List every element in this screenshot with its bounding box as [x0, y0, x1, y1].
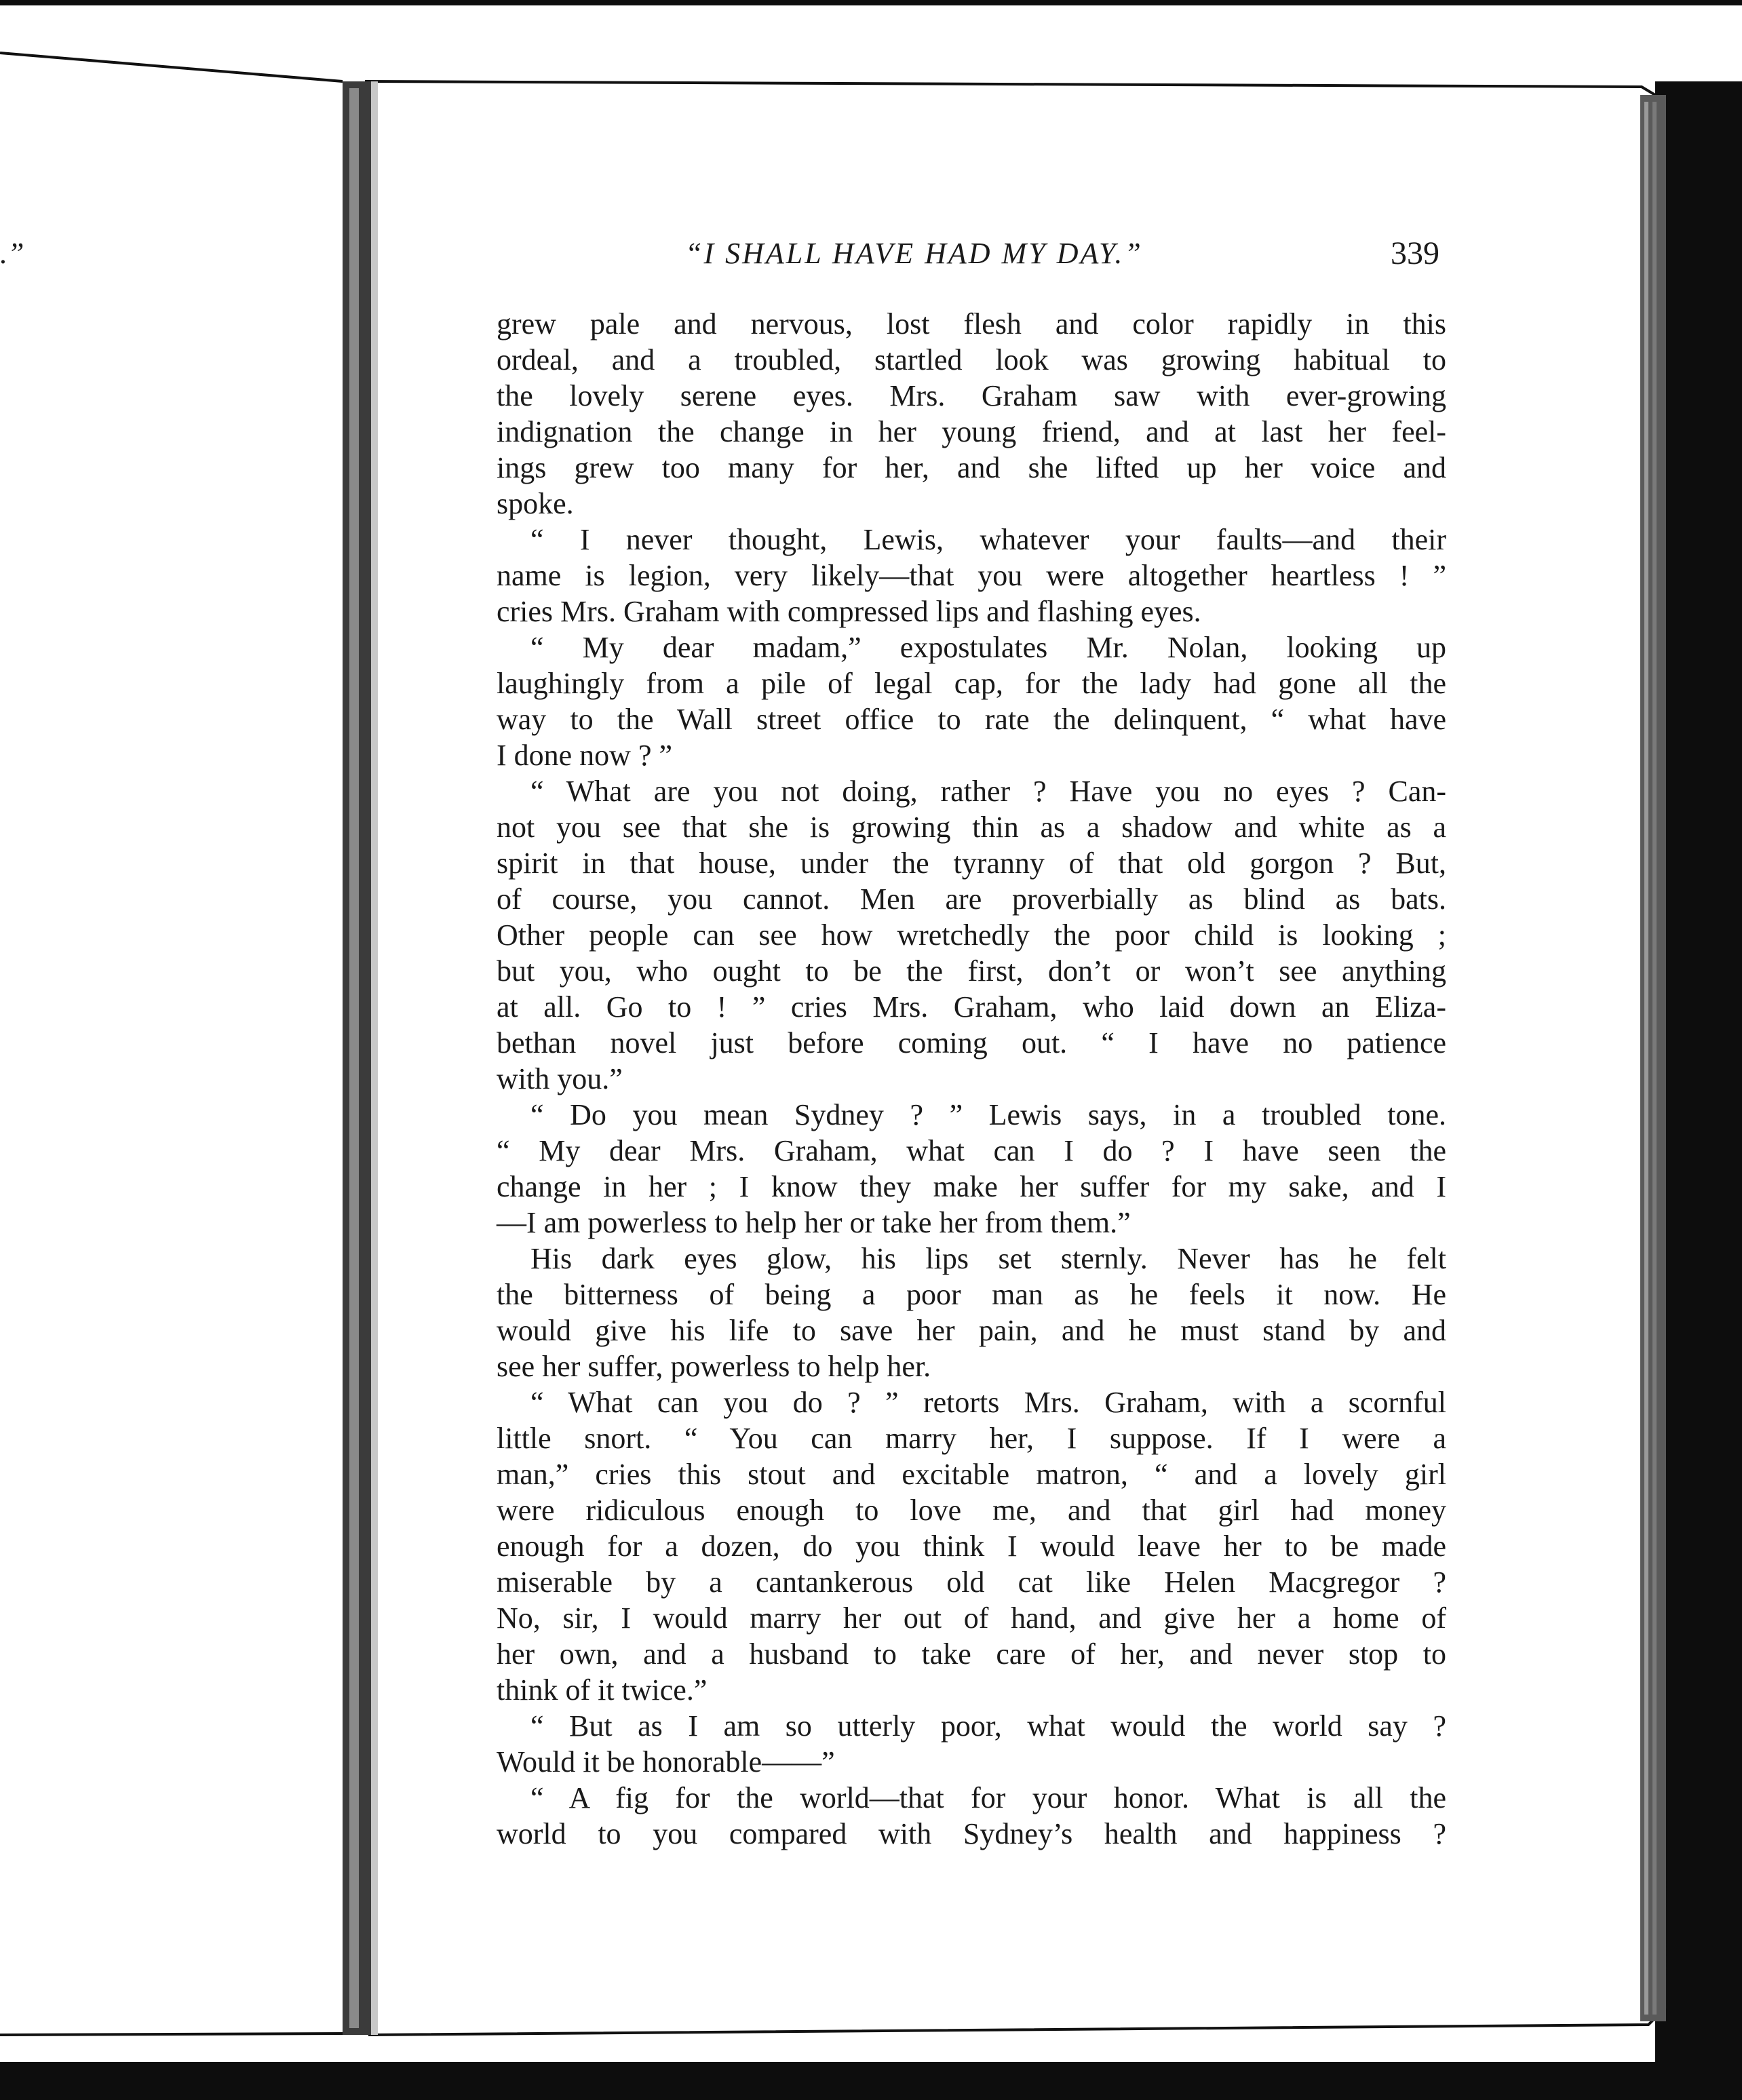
body-line: change in her ; I know they make her suffer for my sake, and I: [497, 1170, 1446, 1203]
body-line: “ Do you mean Sydney ? ” Lewis says, in a troubled tone.: [530, 1098, 1446, 1131]
left-running-head-fragment: .”: [0, 237, 24, 270]
body-line: ings grew too many for her, and she lifted up her voice and: [497, 451, 1446, 484]
body-line: “ What can you do ? ” retorts Mrs. Graham, with a scornful: [530, 1386, 1446, 1419]
body-line: laughingly from a pile of legal cap, for the lady had gone all the: [497, 667, 1446, 700]
body-line: spirit in that house, under the tyranny of that old gorgon ? But,: [497, 847, 1446, 880]
body-line: miserable by a cantankerous old cat like Helen Macgregor ?: [497, 1566, 1446, 1599]
running-head: “I SHALL HAVE HAD MY DAY.”: [685, 237, 1143, 270]
body-line: “ My dear madam,” expostulates Mr. Nolan, looking up: [530, 631, 1446, 664]
body-line: her own, and a husband to take care of her, and never stop to: [497, 1637, 1446, 1671]
body-line: “ What are you not doing, rather ? Have you no eyes ? Can-: [530, 775, 1446, 808]
body-line: “ But as I am so utterly poor, what would the world say ?: [530, 1709, 1446, 1743]
body-line: the lovely serene eyes. Mrs. Graham saw with ever-growing: [497, 379, 1446, 412]
body-line: world to you compared with Sydney’s health and happiness ?: [497, 1817, 1446, 1850]
body-line: ordeal, and a troubled, startled look was growing habitual to: [497, 343, 1446, 376]
body-line: grew pale and nervous, lost flesh and color rapidly in this: [497, 307, 1446, 341]
body-line: Other people can see how wretchedly the poor child is looking ;: [497, 918, 1446, 952]
body-line: cries Mrs. Graham with compressed lips and flashing eyes.: [497, 595, 1201, 628]
body-line: but you, who ought to be the first, don’t or won’t see anything: [497, 954, 1446, 988]
body-line: would give his life to save her pain, and he must stand by and: [497, 1314, 1446, 1347]
body-line: not you see that she is growing thin as a shadow and white as a: [497, 811, 1446, 844]
body-line: with you.”: [497, 1062, 623, 1095]
body-line: little snort. “ You can marry her, I suppose. If I were a: [497, 1422, 1446, 1455]
body-line: No, sir, I would marry her out of hand, and give her a home of: [497, 1601, 1446, 1635]
body-line: I done now ? ”: [497, 739, 673, 772]
body-line: enough for a dozen, do you think I would leave her to be made: [497, 1530, 1446, 1563]
body-line: indignation the change in her young friend, and at last her feel-: [497, 415, 1446, 448]
body-line: name is legion, very likely—that you were altogether heartless ! ”: [497, 559, 1446, 592]
body-line: at all. Go to ! ” cries Mrs. Graham, who laid down an Eliza-: [497, 990, 1446, 1024]
body-line: way to the Wall street office to rate the delinquent, “ what have: [497, 703, 1446, 736]
body-line: —I am powerless to help her or take her from them.”: [497, 1206, 1131, 1239]
body-line: see her suffer, powerless to help her.: [497, 1350, 931, 1383]
page-number: 339: [1391, 235, 1439, 271]
body-line: think of it twice.”: [497, 1673, 708, 1707]
body-line: the bitterness of being a poor man as he feels it now. He: [497, 1278, 1446, 1311]
body-line: man,” cries this stout and excitable matron, “ and a lovely girl: [497, 1458, 1446, 1491]
body-line: “ My dear Mrs. Graham, what can I do ? I have seen the: [497, 1134, 1446, 1167]
body-line: “ I never thought, Lewis, whatever your faults—and their: [530, 523, 1446, 556]
body-line: of course, you cannot. Men are proverbially as blind as bats.: [497, 882, 1446, 916]
body-line: spoke.: [497, 487, 574, 520]
body-line: were ridiculous enough to love me, and that girl had money: [497, 1494, 1446, 1527]
body-line: bethan novel just before coming out. “ I have no patience: [497, 1026, 1446, 1059]
body-line: Would it be honorable——”: [497, 1745, 835, 1778]
body-line: His dark eyes glow, his lips set sternly. Never has he felt: [530, 1242, 1446, 1275]
body-line: “ A fig for the world—that for your honor. What is all the: [530, 1781, 1446, 1814]
